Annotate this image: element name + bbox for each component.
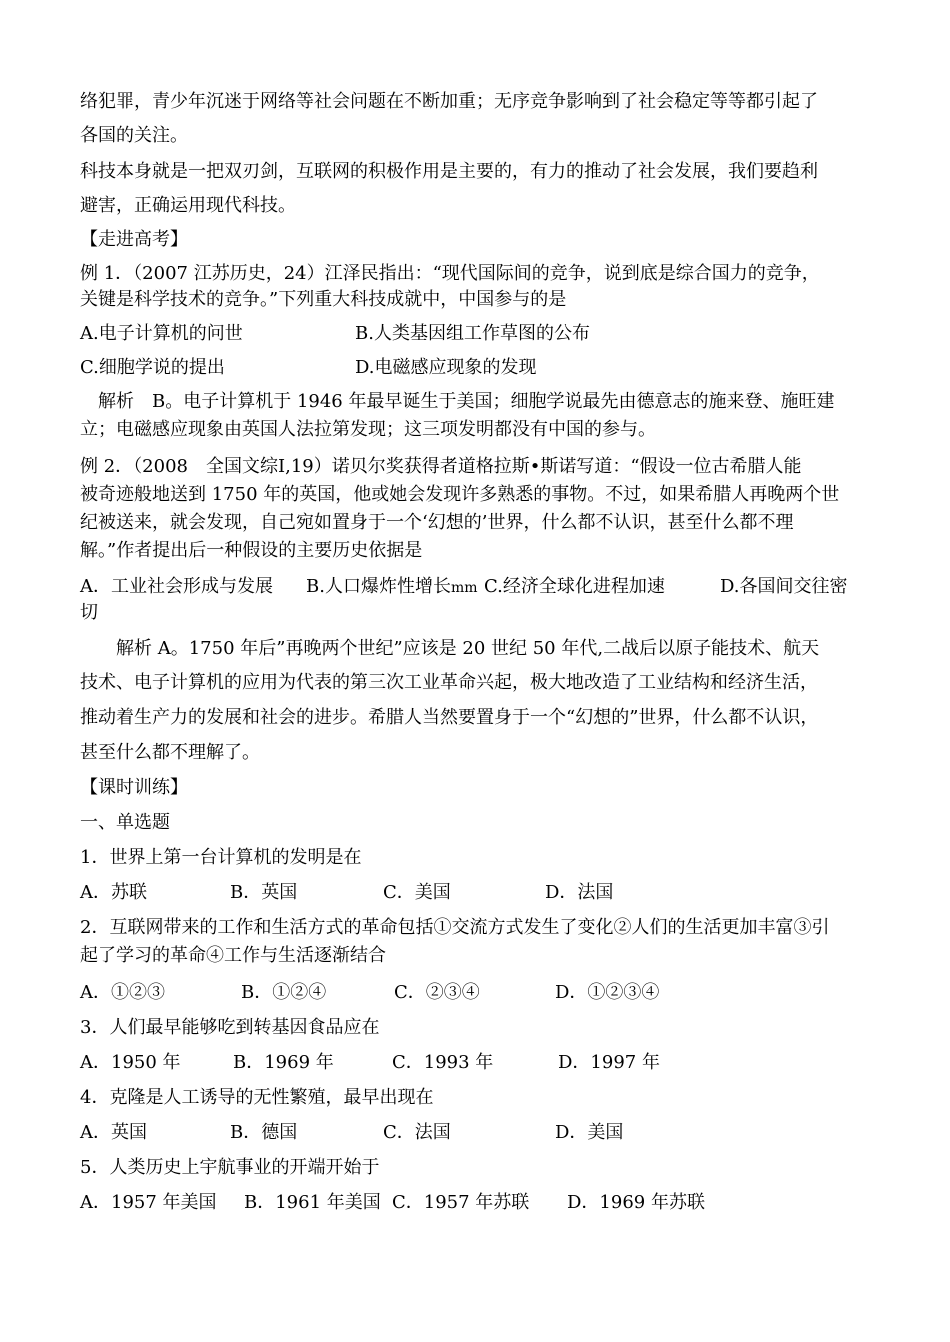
question-5-option-a: A．1957 年美国 <box>80 1192 217 1213</box>
question-1-option-a: A．苏联 <box>80 882 147 903</box>
example-2-option-a: A．工业社会形成与发展 <box>80 576 273 597</box>
example-2-line-4: 解。”作者提出后一种假设的主要历史依据是 <box>80 540 423 561</box>
question-4-option-d: D．美国 <box>555 1122 624 1143</box>
question-3-option-b: B．1969 年 <box>233 1052 334 1073</box>
example-1-analysis-line-1: 解析 B。电子计算机于 1946 年最早诞生于美国；细胞学说最先由德意志的施来登、施旺建 <box>98 391 835 412</box>
question-5-stem: 5．人类历史上宇航事业的开端开始于 <box>80 1157 380 1178</box>
question-1-stem: 1．世界上第一台计算机的发明是在 <box>80 847 362 868</box>
example-1-option-c: C.细胞学说的提出 <box>80 357 225 378</box>
intro-paragraph-1-line-2: 各国的关注。 <box>80 125 188 146</box>
example-2-option-d-continued: 切 <box>80 602 98 623</box>
question-4-option-a: A．英国 <box>80 1122 147 1143</box>
question-5-option-c: C．1957 年苏联 <box>392 1192 530 1213</box>
example-1-option-d: D.电磁感应现象的发现 <box>355 357 537 378</box>
example-1-line-2: 关键是科学技术的竞争。”下列重大科技成就中，中国参与的是 <box>80 289 567 310</box>
question-5-option-d: D．1969 年苏联 <box>567 1192 705 1213</box>
question-3-option-d: D．1997 年 <box>558 1052 660 1073</box>
question-4-option-c: C．法国 <box>383 1122 451 1143</box>
question-2-option-a: A．①②③ <box>80 982 165 1003</box>
example-1-line-1: 例 1．（2007 江苏历史，24）江泽民指出：“现代国际间的竞争，说到底是综合国力的竞争， <box>80 263 820 284</box>
example-2-option-separator: mm <box>450 580 478 596</box>
example-2-option-d: D.各国间交往密 <box>720 576 848 597</box>
intro-paragraph-2-line-2: 避害，正确运用现代科技。 <box>80 195 296 216</box>
section-heading-single-choice: 一、单选题 <box>80 812 170 833</box>
question-3-option-c: C．1993 年 <box>392 1052 494 1073</box>
question-2-option-b: B．①②④ <box>241 982 327 1003</box>
example-2-line-3: 纪被送来，就会发现，自己宛如置身于一个‘幻想的’世界，什么都不认识，甚至什么都不理 <box>80 512 794 533</box>
intro-paragraph-1-line-1: 络犯罪，青少年沉迷于网络等社会问题在不断加重；无序竞争影响到了社会稳定等等都引起了 <box>80 91 818 112</box>
example-2-analysis-line-2: 技术、电子计算机的应用为代表的第三次工业革命兴起，极大地改造了工业结构和经济生活， <box>80 672 818 693</box>
example-1-analysis-line-2: 立；电磁感应现象由英国人法拉第发现；这三项发明都没有中国的参与。 <box>80 419 656 440</box>
example-2-line-2: 被奇迹般地送到 1750 年的英国，他或她会发现许多熟悉的事物。不过，如果希腊人再晚两个世 <box>80 484 840 505</box>
question-5-option-b: B．1961 年美国 <box>244 1192 381 1213</box>
intro-paragraph-2-line-1: 科技本身就是一把双刃剑，互联网的积极作用是主要的，有力的推动了社会发展，我们要趋利 <box>80 161 818 182</box>
question-1-option-b: B．英国 <box>230 882 298 903</box>
question-3-option-a: A．1950 年 <box>80 1052 181 1073</box>
example-2-analysis-line-3: 推动着生产力的发展和社会的进步。希腊人当然要置身于一个“幻想的”世界，什么都不认识， <box>80 707 819 728</box>
question-2-stem-line-2: 起了学习的革命④工作与生活逐渐结合 <box>80 945 386 966</box>
example-2-option-b <box>306 575 478 600</box>
section-heading-gaokao: 【走进高考】 <box>80 229 188 250</box>
question-4-stem: 4．克隆是人工诱导的无性繁殖，最早出现在 <box>80 1087 434 1108</box>
example-1-option-b: B.人类基因组工作草图的公布 <box>355 323 590 344</box>
example-2-analysis-line-1: 解析 A。1750 年后”再晚两个世纪”应该是 20 世纪 50 年代,二战后以原子能技术、航天 <box>116 638 820 659</box>
question-1-option-d: D．法国 <box>545 882 614 903</box>
example-2-option-c: C.经济全球化进程加速 <box>484 576 665 597</box>
question-1-option-c: C．美国 <box>383 882 451 903</box>
question-2-option-c: C．②③④ <box>394 982 480 1003</box>
question-3-stem: 3．人们最早能够吃到转基因食品应在 <box>80 1017 380 1038</box>
section-heading-training: 【课时训练】 <box>80 777 188 798</box>
question-2-option-d: D．①②③④ <box>555 982 660 1003</box>
example-2-line-1: 例 2．（2008 全国文综Ⅰ,19）诺贝尔奖获得者道格拉斯•斯诺写道：“假设一位古希腊人能 <box>80 456 802 477</box>
example-2-analysis-line-4: 甚至什么都不理解了。 <box>80 742 260 763</box>
example-1-option-a: A.电子计算机的问世 <box>80 323 243 344</box>
question-4-option-b: B．德国 <box>230 1122 298 1143</box>
example-2-option-b-text: B.人口爆炸性增长 <box>306 576 451 597</box>
question-2-stem-line-1: 2．互联网带来的工作和生活方式的革命包括①交流方式发生了变化②人们的生活更加丰富③引 <box>80 917 830 938</box>
